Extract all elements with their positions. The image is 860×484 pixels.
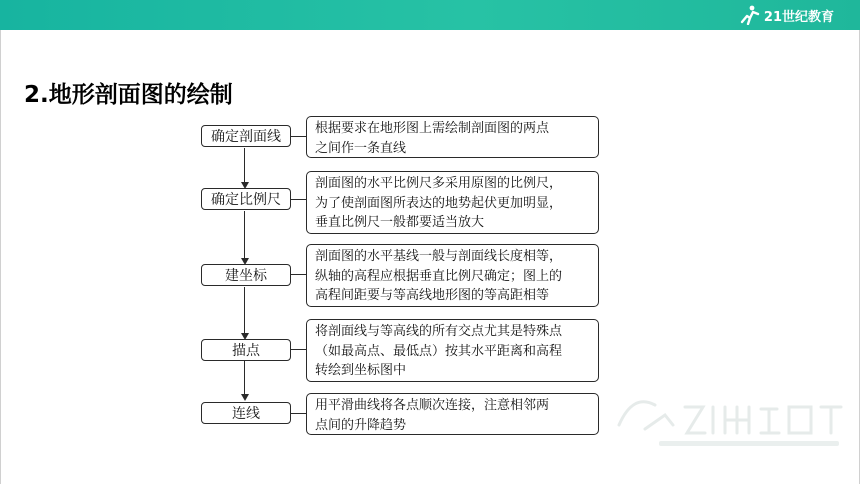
brand-logo[interactable]	[739, 3, 834, 27]
desc-line: 剖面图的水平基线一般与剖面线长度相等，	[315, 249, 563, 264]
logo-text: 21世纪教育	[763, 9, 834, 25]
desc-line: （如最高点、最低点）按其水平距离和高程	[315, 343, 563, 359]
desc-line: 用平滑曲线将各点顺次连接，注意相邻两	[315, 398, 550, 413]
step-box-1	[201, 125, 291, 147]
step-label: 建坐标	[225, 268, 267, 284]
desc-line: 点间的升降趋势	[315, 417, 407, 433]
step-label: 确定比例尺	[211, 192, 281, 208]
link-line-1	[290, 136, 306, 137]
step-label: 确定剖面线	[211, 129, 281, 145]
flow-arrow-1	[244, 148, 245, 186]
desc-box-3	[306, 244, 599, 307]
21-logo-watermark-icon	[615, 385, 845, 455]
desc-box-4	[306, 319, 599, 382]
desc-line: 剖面图的水平比例尺多采用原图的比例尺，	[315, 176, 563, 191]
step-box-2	[201, 188, 291, 210]
step-box-3	[201, 264, 291, 286]
link-line-5	[290, 413, 306, 414]
frame-border-left	[0, 30, 1, 484]
desc-line: 将剖面线与等高线的所有交点尤其是特殊点	[315, 324, 563, 339]
flow-arrow-4	[244, 361, 245, 398]
desc-line: 垂直比例尺一般都要适当放大	[315, 215, 485, 230]
desc-box-1	[306, 116, 599, 158]
flow-arrowhead-4	[241, 394, 249, 401]
runner-logo-icon	[739, 5, 761, 25]
desc-line: 纵轴的高程应根据垂直比例尺确定；图上的	[315, 268, 563, 284]
desc-line: 根据要求在地形图上需绘制剖面图的两点	[315, 121, 550, 136]
desc-line: 高程间距要与等高线地形图的等高距相等	[315, 288, 550, 303]
link-line-4	[290, 349, 306, 350]
step-label: 连线	[232, 406, 260, 422]
desc-box-2	[306, 171, 599, 234]
desc-line: 为了使剖面图所表达的地势起伏更加明显，	[315, 195, 563, 211]
header-bar	[0, 0, 860, 30]
link-line-2	[290, 199, 306, 200]
flow-arrow-3	[244, 287, 245, 337]
desc-line: 转绘到坐标图中	[315, 363, 407, 378]
desc-line: 之间作一条直线	[315, 140, 407, 156]
step-box-4	[201, 339, 291, 361]
page-title: 2.地形剖面图的绘制	[24, 82, 233, 108]
step-box-5	[201, 402, 291, 424]
link-line-3	[290, 274, 306, 275]
desc-box-5	[306, 393, 599, 435]
flow-arrow-2	[244, 211, 245, 262]
step-label: 描点	[232, 343, 260, 359]
